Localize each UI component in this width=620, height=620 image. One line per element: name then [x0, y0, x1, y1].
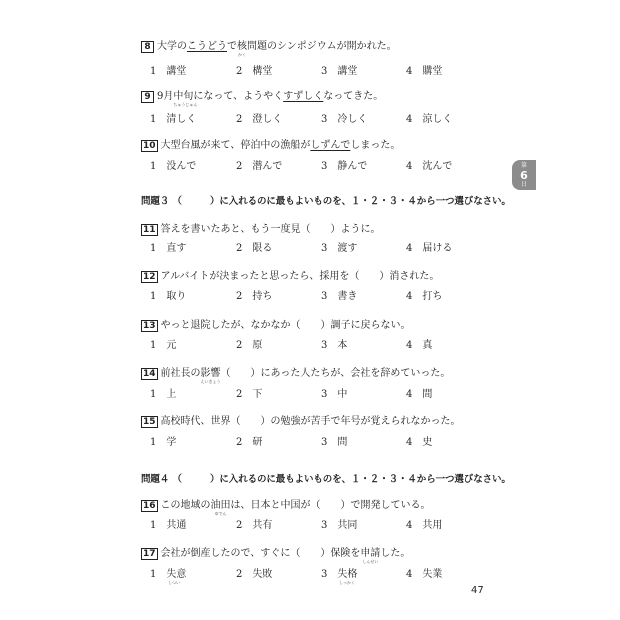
question-number: 16 — [143, 501, 156, 511]
question-number: 8 — [141, 41, 154, 53]
furigana: しつい — [168, 580, 180, 585]
furigana: えいきょう — [200, 379, 221, 384]
page-number: 47 — [471, 585, 484, 596]
option-4[interactable]: 4 沈んで — [406, 161, 453, 172]
question-number: 15 — [143, 417, 156, 427]
question-14: 14 前社長の影響 えいきょう （ ）にあった人たちが、会社を辞めていった。 — [143, 368, 451, 384]
option-2[interactable]: 2 失敗 — [236, 569, 273, 580]
day-tab: 第 6 日 — [512, 160, 536, 190]
question-10: 10 大型台風が来て、停泊中の漁船がしずんでしまった。 — [143, 140, 401, 151]
furigana: ちゅうじゅん — [173, 102, 198, 107]
option-2[interactable]: 2 限る — [236, 243, 273, 254]
question-11: 11 答えを書いたあと、もう一度見（ ）ように。 — [143, 224, 381, 235]
question-8: 8 大学のこうどうで核 かく 問題のシンポジウムが開かれた。 — [141, 41, 397, 53]
option-1[interactable]: 1 失意 しつい — [150, 569, 187, 585]
option-4[interactable]: 4 涼しく — [406, 114, 453, 125]
option-4[interactable]: 4 打ち — [406, 291, 443, 302]
option-4[interactable]: 4 購堂 — [406, 66, 443, 77]
option-1[interactable]: 1 元 — [150, 340, 177, 351]
option-4[interactable]: 4 共用 — [406, 520, 443, 531]
option-1[interactable]: 1 上 — [150, 389, 177, 400]
question-15: 15 高校時代、世界（ ）の勉強が苦手で年号が覚えられなかった。 — [143, 416, 461, 427]
target-word: こうどう — [187, 41, 227, 52]
option-2[interactable]: 2 研 — [236, 437, 263, 448]
question-number: 11 — [143, 225, 156, 235]
option-1[interactable]: 1 講堂 — [150, 66, 187, 77]
option-1[interactable]: 1 共通 — [150, 520, 187, 531]
option-4[interactable]: 4 史 — [406, 437, 433, 448]
question-17: 17 会社が倒産したので、すぐに（ ）保険を申請 しんせい した。 — [143, 548, 411, 564]
option-4[interactable]: 4 間 — [406, 389, 433, 400]
question-number: 14 — [143, 369, 156, 379]
section-4-heading: 問題４ （ ）に入れるのに最もよいものを、１・２・３・４から一つ選びなさい。 — [141, 474, 511, 485]
option-1[interactable]: 1 没んで — [150, 161, 197, 172]
question-number: 13 — [143, 321, 156, 331]
option-3[interactable]: 3 共同 — [321, 520, 358, 531]
option-4[interactable]: 4 失業 — [406, 569, 443, 580]
option-3[interactable]: 3 静んで — [321, 161, 368, 172]
option-2[interactable]: 2 下 — [236, 389, 263, 400]
option-2[interactable]: 2 原 — [236, 340, 263, 351]
option-3[interactable]: 3 問 — [321, 437, 348, 448]
option-3[interactable]: 3 渡す — [321, 243, 358, 254]
option-3[interactable]: 3 中 — [321, 389, 348, 400]
option-2[interactable]: 2 潜んで — [236, 161, 283, 172]
option-3[interactable]: 3 失格 しっかく — [321, 569, 358, 585]
option-3[interactable]: 3 冷しく — [321, 114, 368, 125]
furigana: かく — [238, 52, 246, 57]
option-2[interactable]: 2 構堂 — [236, 66, 273, 77]
question-number: 9 — [141, 91, 154, 103]
furigana: しっかく — [339, 580, 355, 585]
option-3[interactable]: 3 本 — [321, 340, 348, 351]
question-16: 16 この地域の油田 ゆでん は、日本と中国が（ ）で開発している。 — [143, 500, 431, 516]
option-4[interactable]: 4 届ける — [406, 243, 453, 254]
option-3[interactable]: 3 書き — [321, 291, 358, 302]
option-1[interactable]: 1 清しく — [150, 114, 197, 125]
target-word: すずしく — [283, 91, 324, 102]
option-2[interactable]: 2 共有 — [236, 520, 273, 531]
question-number: 10 — [143, 141, 156, 151]
option-2[interactable]: 2 持ち — [236, 291, 273, 302]
question-number: 12 — [143, 272, 156, 282]
question-9: 9 9月中旬 ちゅうじゅん になって、ようやくすずしくなってきた。 — [141, 91, 383, 103]
section-3-heading: 問題３ （ ）に入れるのに最もよいものを、１・２・３・４から一つ選びなさい。 — [141, 196, 511, 207]
question-13: 13 やっと退院したが、なかなか（ ）調子に戻らない。 — [143, 320, 411, 331]
question-12: 12 アルバイトが決まったと思ったら、採用を（ ）消された。 — [143, 271, 440, 282]
option-2[interactable]: 2 澄しく — [236, 114, 283, 125]
option-3[interactable]: 3 講堂 — [321, 66, 358, 77]
option-1[interactable]: 1 学 — [150, 437, 177, 448]
target-word: しずんで — [310, 140, 351, 151]
option-1[interactable]: 1 直す — [150, 243, 187, 254]
furigana: しんせい — [362, 559, 379, 564]
option-1[interactable]: 1 取り — [150, 291, 187, 302]
option-4[interactable]: 4 真 — [406, 340, 433, 351]
furigana: ゆでん — [214, 511, 227, 516]
question-number: 17 — [143, 549, 156, 559]
